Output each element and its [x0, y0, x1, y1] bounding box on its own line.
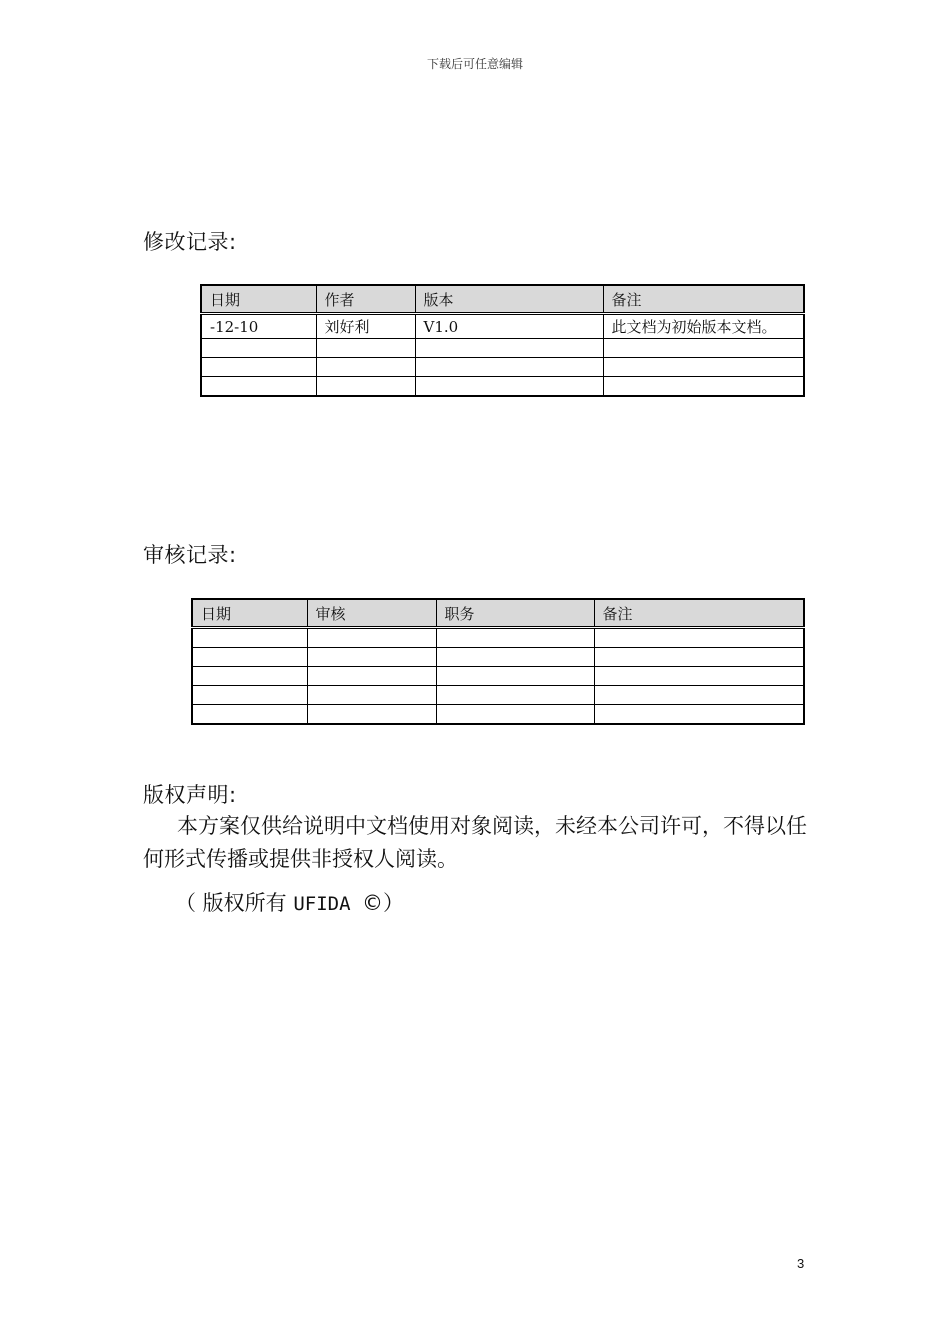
revision-cell-date: [201, 358, 316, 377]
revision-cell-date: [201, 377, 316, 397]
revision-cell-notes: [603, 358, 804, 377]
review-cell-notes: [594, 648, 804, 667]
revision-cell-notes: [603, 377, 804, 397]
review-cell-reviewer: [307, 628, 436, 648]
table-row: [201, 377, 804, 397]
review-cell-notes: [594, 705, 804, 725]
revision-cell-author: [316, 339, 415, 358]
review-cell-reviewer: [307, 705, 436, 725]
revision-cell-version: [415, 339, 603, 358]
review-cell-date: [192, 686, 307, 705]
revision-col-notes: 备注: [603, 285, 804, 314]
page-header: 下载后可任意编辑: [426, 57, 523, 71]
table-row: [201, 314, 804, 339]
copyright-notice-open: （ 版权所有: [175, 891, 294, 915]
copyright-body: [143, 810, 808, 876]
review-cell-notes: [594, 667, 804, 686]
revision-table: [200, 284, 805, 397]
revision-col-version: 版本: [415, 285, 603, 314]
review-cell-position: [436, 705, 594, 725]
table-row: [192, 648, 804, 667]
review-cell-notes: [594, 628, 804, 648]
review-cell-notes: [594, 686, 804, 705]
revision-col-date: 日期: [201, 285, 316, 314]
copyright-notice: [175, 887, 404, 917]
revision-title: 修改记录:: [143, 230, 237, 254]
revision-cell-author: 刘好利: [316, 314, 415, 339]
revision-cell-version: V1.0: [415, 314, 603, 339]
review-cell-position: [436, 628, 594, 648]
copyright-title: 版权声明:: [143, 783, 237, 807]
review-cell-position: [436, 686, 594, 705]
review-cell-reviewer: [307, 686, 436, 705]
page-number: 3: [797, 1256, 805, 1271]
review-col-reviewer: 审核: [307, 599, 436, 628]
copyright-notice-brand: UFIDA: [293, 893, 362, 915]
revision-cell-notes: 此文档为初始版本文档。: [603, 314, 804, 339]
revision-cell-date: -12-10: [201, 314, 316, 339]
review-cell-date: [192, 648, 307, 667]
review-cell-reviewer: [307, 648, 436, 667]
revision-cell-version: [415, 358, 603, 377]
revision-cell-date: [201, 339, 316, 358]
review-col-position: 职务: [436, 599, 594, 628]
revision-cell-version: [415, 377, 603, 397]
review-title: 审核记录:: [143, 543, 237, 567]
table-row: [192, 686, 804, 705]
review-cell-reviewer: [307, 667, 436, 686]
revision-col-author: 作者: [316, 285, 415, 314]
revision-header-row: [201, 285, 804, 314]
review-cell-date: [192, 628, 307, 648]
revision-cell-author: [316, 377, 415, 397]
review-col-notes: 备注: [594, 599, 804, 628]
review-header-row: [192, 599, 804, 628]
table-row: [201, 339, 804, 358]
table-row: [192, 705, 804, 725]
revision-cell-notes: [603, 339, 804, 358]
review-cell-position: [436, 648, 594, 667]
table-row: [192, 667, 804, 686]
copyright-paragraph: 本方案仅供给说明中文档使用对象阅读，未经本公司许可，不得以任何形式传播或提供非授权人阅读。: [143, 814, 807, 871]
table-row: [201, 358, 804, 377]
review-table: [191, 598, 805, 725]
review-cell-date: [192, 667, 307, 686]
copyright-notice-close: ©）: [362, 891, 404, 915]
revision-cell-author: [316, 358, 415, 377]
review-cell-date: [192, 705, 307, 725]
review-cell-position: [436, 667, 594, 686]
review-col-date: 日期: [192, 599, 307, 628]
table-row: [192, 628, 804, 648]
